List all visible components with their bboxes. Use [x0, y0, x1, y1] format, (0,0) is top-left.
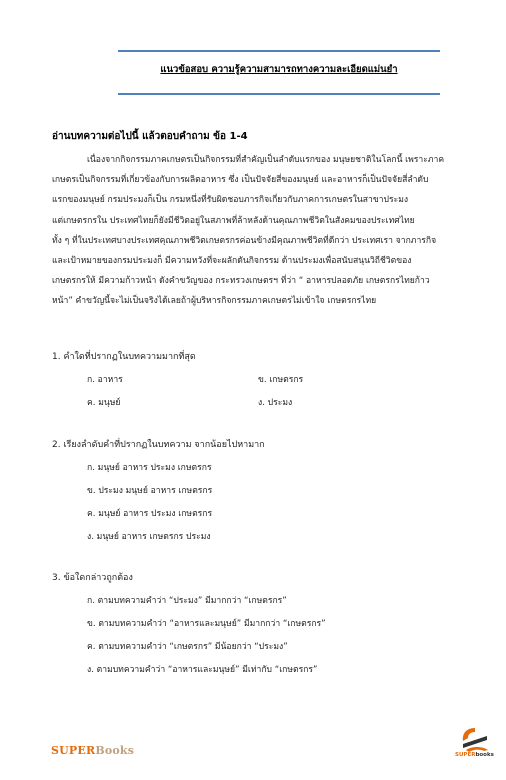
- question-2: [52, 437, 472, 555]
- page-title: แนวข้อสอบ ความรู้ความสามารถทางความละเอียดแม่นยำ: [160, 64, 398, 75]
- answer-option[interactable]: ข. ตามบทความคำว่า “อาหารและมนุษย์” มีมากกว่า “เกษตรกร”: [87, 619, 326, 629]
- answer-option[interactable]: ง. ตามบทความคำว่า “อาหารและมนุษย์” มีเท่ากับ “เกษตรกร”: [87, 665, 318, 675]
- question-text: 1. คำใดที่ปรากฏในบทความมากที่สุด: [52, 352, 196, 362]
- logo-text-part2: books: [475, 752, 494, 758]
- footer-brand-part1: SUPER: [51, 744, 96, 757]
- footer-brand-part2: Books: [95, 744, 135, 757]
- passage-line: เนื่องจากกิจกรรมภาคเกษตรเป็นกิจกรรมที่สำคัญเป็นลำดับแรกของ มนุษยชาติในโลกนี้ เพราะภาค: [87, 155, 445, 165]
- answer-option[interactable]: ค. ตามบทความคำว่า “เกษตรกร” มีน้อยกว่า “ประมง”: [87, 642, 288, 652]
- answer-option[interactable]: ก. อาหาร: [87, 375, 123, 385]
- passage-line: เกษตรกรให้ มีความก้าวหน้า ดังคำขวัญของ กระทรวงเกษตรฯ ที่ว่า “ อาหารปลอดภัย เกษตรกรไทยก้าว: [52, 276, 430, 287]
- answer-option[interactable]: ง. ประมง: [258, 398, 293, 408]
- passage-line: แรกของมนุษย์ กรมประมงก็เป็น กรมหนึ่งที่รับผิดชอบภารกิจเกี่ยวกับภาคการเกษตรในสาขาประมง: [52, 195, 409, 206]
- answer-option[interactable]: ก. มนุษย์ อาหาร ประมง เกษตรกร: [87, 463, 212, 473]
- answer-option[interactable]: ค. มนุษย์ อาหาร ประมง เกษตรกร: [87, 509, 213, 519]
- title-bottom-rule: [118, 93, 440, 95]
- question-3: [52, 570, 472, 688]
- title-top-rule: [118, 50, 440, 52]
- passage-instruction: อ่านบทความต่อไปนี้ แล้วตอบคำถาม ข้อ 1-4: [52, 131, 248, 142]
- superbooks-logo-icon: [454, 724, 496, 764]
- passage-line: หน้า” คำขวัญนี้จะไม่เป็นจริงได้เลยถ้าผู้บริหารกิจกรรมภาคเกษตรไม่เข้าใจ เกษตรกรไทย: [52, 296, 377, 307]
- question-text: 2. เรียงลำดับคำที่ปรากฏในบทความ จากน้อยไปหามาก: [52, 440, 265, 450]
- footer-brand: [51, 744, 134, 757]
- logo-text-part1: SUPER: [455, 752, 476, 758]
- answer-option[interactable]: ค. มนุษย์: [87, 398, 121, 408]
- question-text: 3. ข้อใดกล่าวถูกต้อง: [52, 573, 133, 583]
- answer-option[interactable]: ข. เกษตรกร: [258, 375, 304, 385]
- question-1: [52, 349, 472, 419]
- passage: [52, 150, 466, 312]
- answer-option[interactable]: ก. ตามบทความคำว่า “ประมง” มีมากกว่า “เกษตรกร”: [87, 596, 287, 606]
- passage-line: เกษตรเป็นกิจกรรมที่เกี่ยวข้องกับการผลิตอาหาร ซึ่ง เป็นปัจจัยสี่ของมนุษย์ และอาหารก็เป็นปัจจัยสี่ลำดับ: [52, 175, 429, 186]
- passage-line: แต่เกษตรกรใน ประเทศไทยก็ยังมีชีวิตอยู่ในสภาพที่ล้าหลังด้านคุณภาพชีวิตในสังคมของประเทศไทย: [52, 215, 415, 226]
- logo-text: [455, 752, 494, 758]
- answer-option[interactable]: ข. ประมง มนุษย์ อาหาร เกษตรกร: [87, 486, 213, 496]
- passage-line: และเป้าหมายของกรมประมงก็ มีความหวังที่จะผลักดันกิจกรรม ด้านประมงเพื่อสนับสนุนวิถีชีวิตของ: [52, 255, 412, 266]
- answer-option[interactable]: ง. มนุษย์ อาหาร เกษตรกร ประมง: [87, 532, 211, 542]
- passage-line: ทั้ง ๆ ที่ในประเทศบางประเทศคุณภาพชีวิตเกษตรกรค่อนข้างมีคุณภาพชีวิตที่ดีกว่า ประเทศเรา จากภารกิจ: [52, 235, 437, 246]
